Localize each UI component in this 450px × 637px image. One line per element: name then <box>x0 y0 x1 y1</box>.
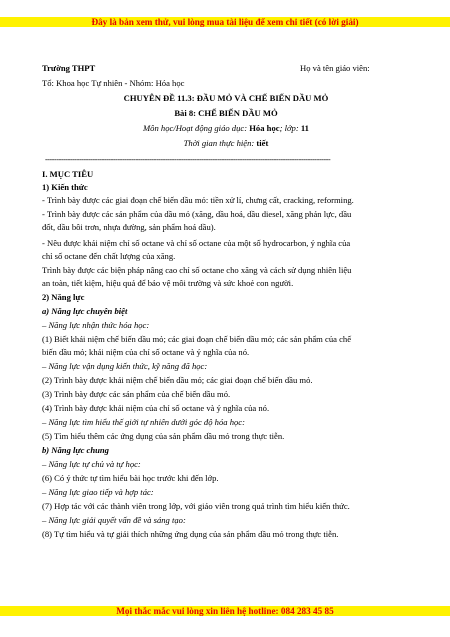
grade-prefix: ; lớp: <box>279 123 301 133</box>
paragraph-line: (4) Trình bày được khái niệm của chỉ số octane và ý nghĩa của nó. <box>42 403 270 413</box>
teacher-label: Họ và tên giáo viên: <box>300 63 370 73</box>
paragraph-line: Trình bày được các biện pháp nâng cao chỉ số octane cho xăng và cách sử dụng nhiên liệu <box>42 265 352 275</box>
competency-label: – Năng lực tìm hiểu thế giới tự nhiên dưới góc độ hóa học: <box>42 417 245 427</box>
paragraph-line: (3) Trình bày được các sản phẩm của chế biến dầu mỏ. <box>42 389 231 399</box>
group-label: Tổ: Khoa học Tự nhiên - Nhóm: Hóa học <box>42 78 185 88</box>
subject-line <box>42 123 410 134</box>
competency-label: – Năng lực vận dụng kiến thức, kỹ năng đã học: <box>42 361 208 371</box>
time-line <box>42 138 410 149</box>
subject-prefix: Môn học/Hoạt động giáo dục: <box>143 123 250 133</box>
paragraph-line: (8) Tự tìm hiểu và tự giải thích những ứng dụng của sản phẩm dầu mỏ trong thực tiễn. <box>42 529 339 539</box>
paragraph-line: (2) Trình bày được khái niệm chế biến dầu mỏ; các giai đoạn chế biến dầu mỏ. <box>42 375 313 385</box>
paragraph-line: đốt, dầu bôi trơn, nhựa đường, sản phẩm hoá dầu). <box>42 222 216 232</box>
paragraph-line: chỉ số octane đến chất lượng của xăng. <box>42 251 176 261</box>
school-name: Trường THPT <box>42 63 96 73</box>
paragraph-line: (5) Tìm hiểu thêm các ứng dụng của sản phẩm dầu mỏ trong thực tiễn. <box>42 431 285 441</box>
paragraph-line: an toàn, tiết kiệm, hiệu quả để bảo vệ môi trường và sức khoẻ con người. <box>42 278 294 288</box>
competency-label: – Năng lực nhận thức hóa học: <box>42 320 150 330</box>
subsection-heading: b) Năng lực chung <box>42 445 109 455</box>
subsection-heading: a) Năng lực chuyên biệt <box>42 306 128 316</box>
lesson-title: Bài 8: CHẾ BIẾN DẦU MỎ <box>174 108 278 118</box>
preview-banner <box>0 17 450 27</box>
grade-value: 11 <box>300 123 309 133</box>
paragraph-line: - Trình bày được các sản phẩm của dầu mỏ (xăng, dầu hoả, dầu diesel, xăng phản lực, dầu <box>42 209 352 219</box>
competency-label: – Năng lực tự chủ và tự học: <box>42 459 141 469</box>
time-prefix: Thời gian thực hiện: <box>183 138 257 148</box>
paragraph-line: - Trình bày được các giai đoạn chế biến dầu mỏ: tiền xử lí, chưng cất, cracking, reforming. <box>42 195 354 205</box>
preview-banner-text: Đây là bản xem thử, vui lòng mua tài liệu để xem chi tiết (có lời giải) <box>91 17 359 27</box>
paragraph-line: (7) Hợp tác với các thành viên trong lớp, với giáo viên trong quá trình tìm hiểu kiến thức. <box>42 501 350 511</box>
subsection-heading: 2) Năng lực <box>42 292 85 302</box>
subject-value: Hóa học <box>249 123 280 133</box>
hotline-banner <box>0 606 450 616</box>
section-heading: I. MỤC TIÊU <box>42 169 94 179</box>
paragraph-line: (6) Có ý thức tự tìm hiểu bài học trước khi đến lớp. <box>42 473 219 483</box>
time-value: tiết <box>256 138 269 148</box>
competency-label: – Năng lực giao tiếp và hợp tác: <box>42 487 154 497</box>
hotline-banner-text: Mọi thắc mắc vui lòng xin liên hệ hotline: 084 283 45 85 <box>116 606 334 616</box>
paragraph-line: (1) Biết khái niệm chế biến dầu mỏ; các giai đoạn chế biến dầu mỏ; các sản phẩm của chế <box>42 334 352 344</box>
topic-title: CHUYÊN ĐỀ 11.3: ĐẦU MỎ VÀ CHẾ BIẾN DẦU MỎ <box>123 93 329 103</box>
separator-line: ------------------------------------------------------------------------------------------------------------------------------ <box>45 155 331 164</box>
paragraph-line: biến dầu mỏ; khái niệm của chỉ số octane và ý nghĩa của nó. <box>42 347 250 357</box>
competency-label: – Năng lực giải quyết vấn đề và sáng tạo: <box>42 515 186 525</box>
subsection-heading: 1) Kiến thức <box>42 182 88 192</box>
paragraph-line: - Nêu được khái niệm chỉ số octane và chỉ số octane của một số hydrocarbon, ý nghĩa của <box>42 238 351 248</box>
